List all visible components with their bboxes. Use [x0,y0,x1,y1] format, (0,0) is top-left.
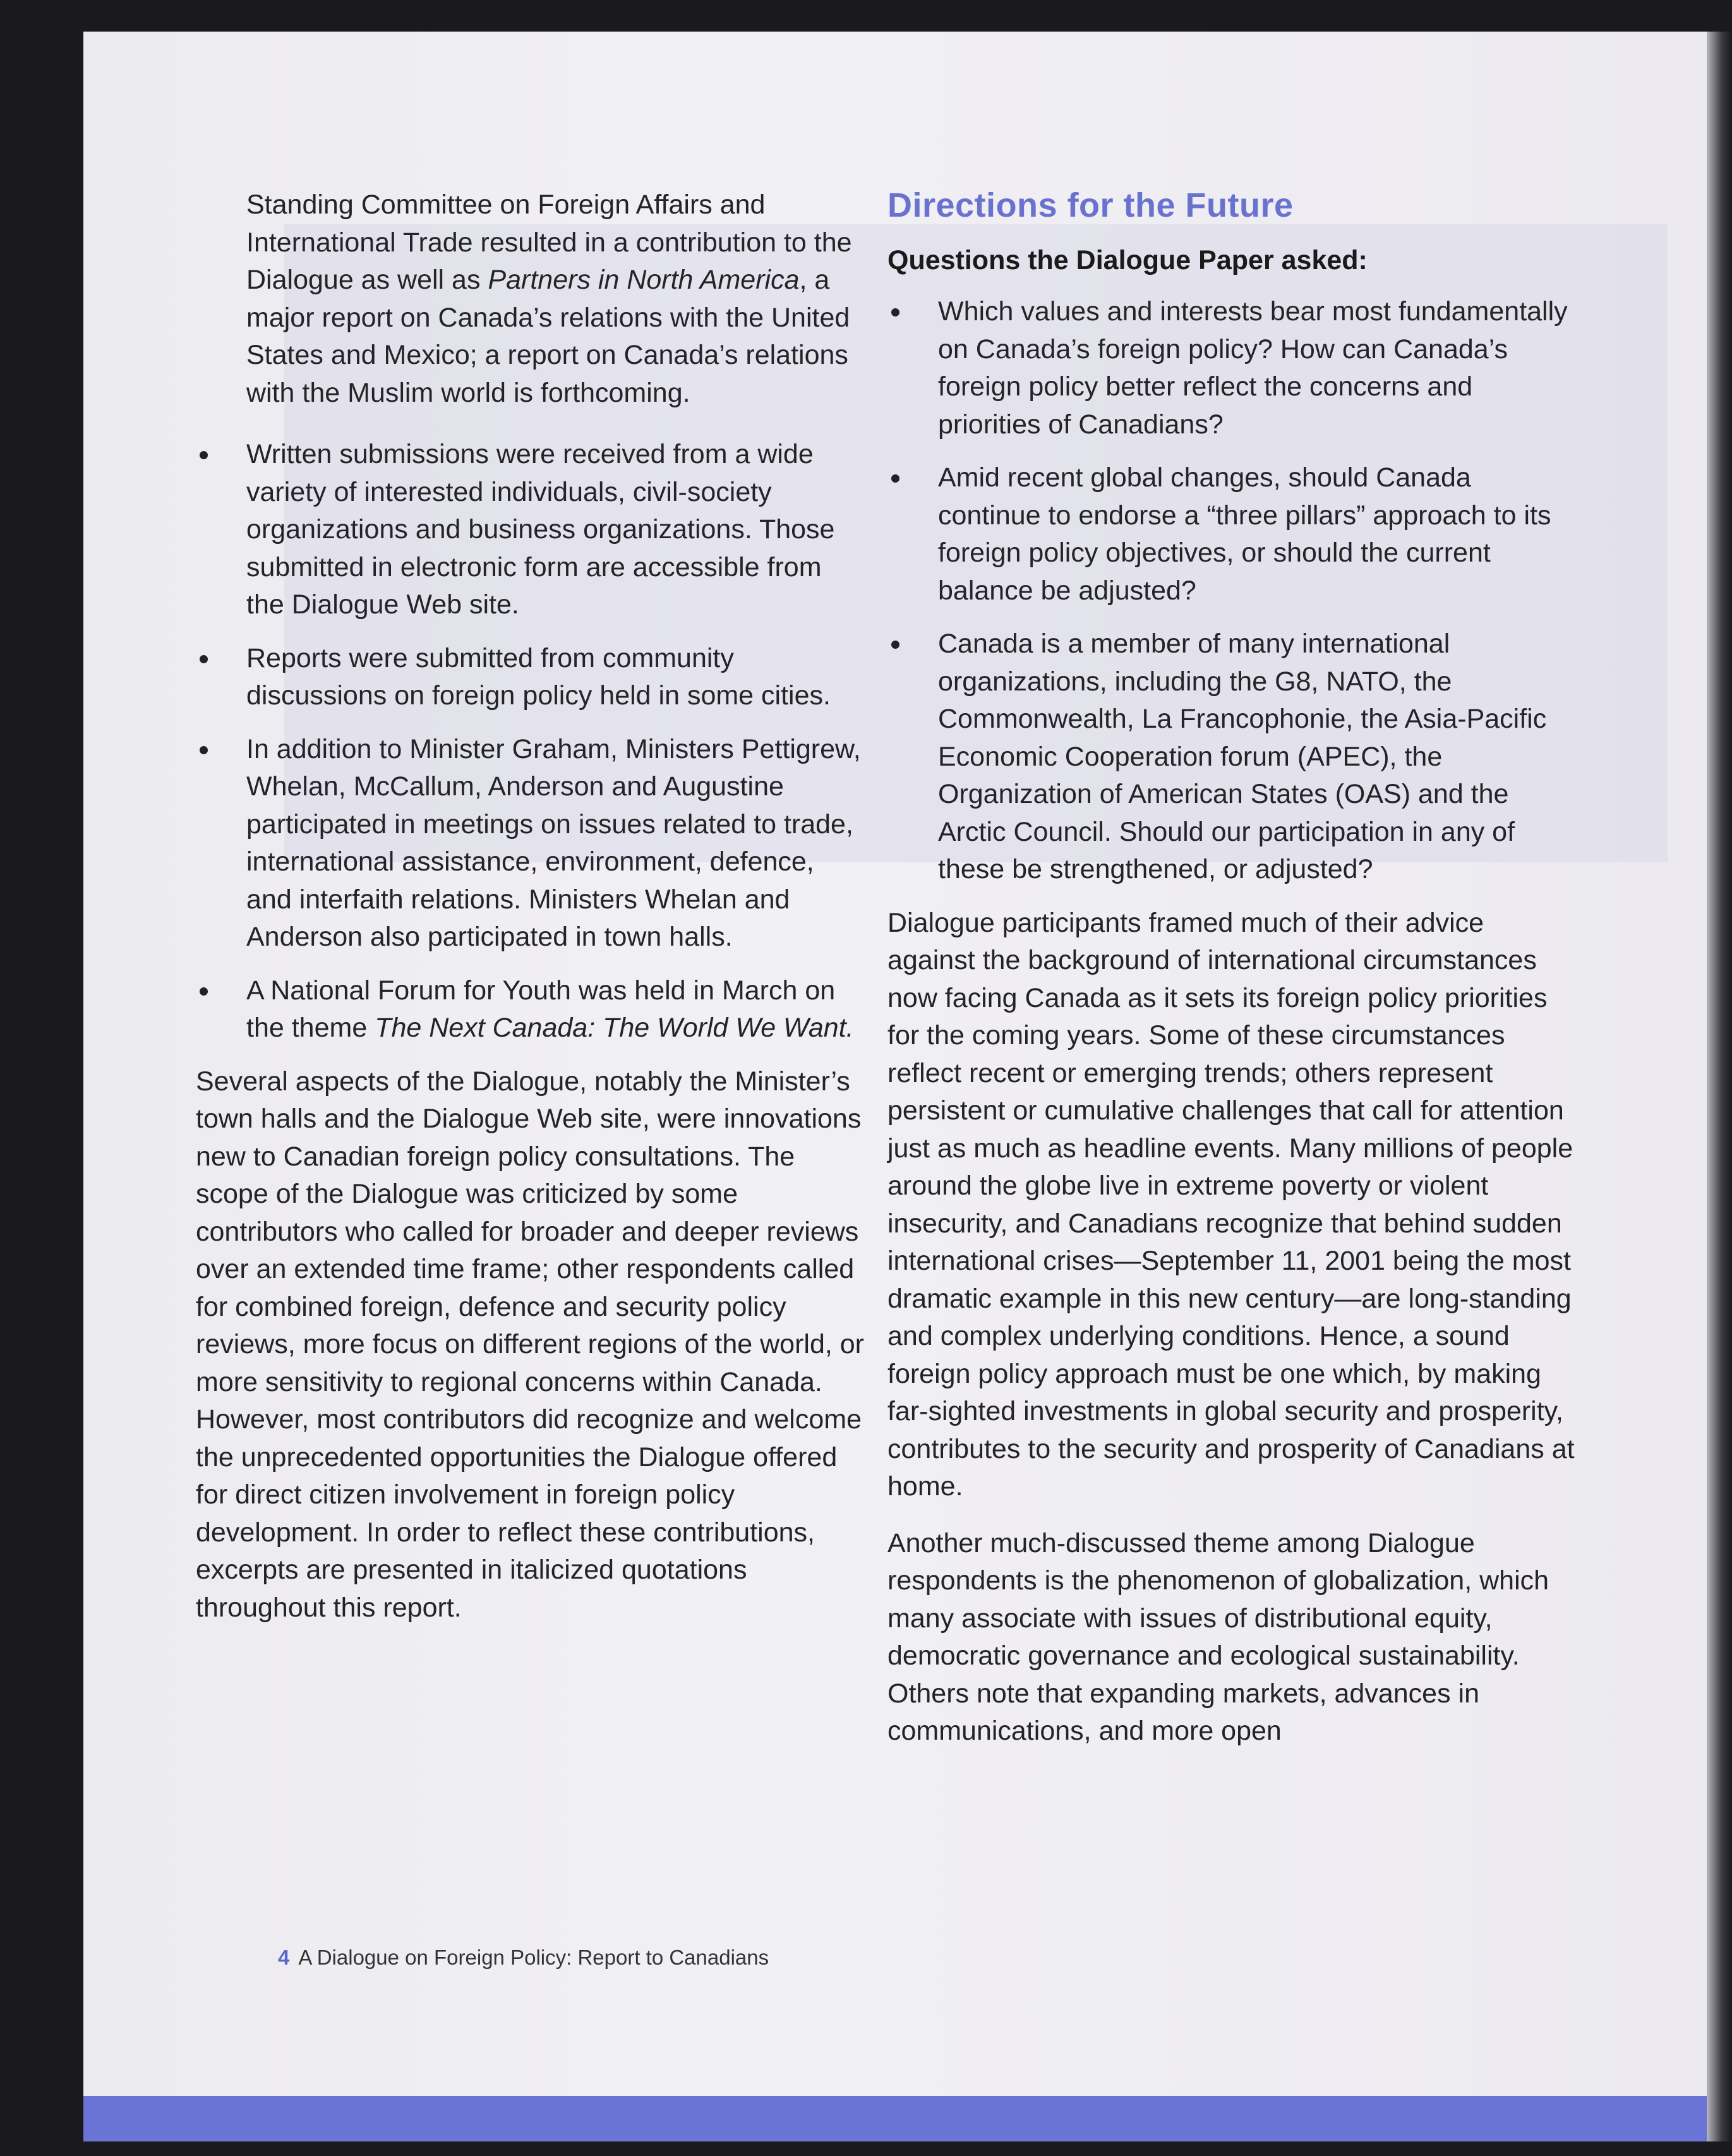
list-item: Which values and interests bear most fundamentally on Canada’s foreign policy? How can Canada’s foreign policy better reflect the concerns and priorities of Canadians? [887,293,1576,443]
bullet-icon [200,987,208,996]
page-footer [278,1946,769,1970]
list-item: Amid recent global changes, should Canada continue to endorse a “three pillars” approach to its foreign policy objectives, or should the current balance be adjusted? [887,459,1576,610]
list-item: In addition to Minister Graham, Ministers Pettigrew, Whelan, McCallum, Anderson and Augustine participated in meetings on issues related to trade, international assistance, environment, defence, and interfaith relations. Ministers Whelan and Anderson also participated in town halls. [196,731,865,956]
bullet-icon [200,451,208,459]
intro-text-2: , a major report on Canada’s relations with the United States and Mexico; a report on Canada’s relations with the Muslim world is forthcoming. [246,265,850,408]
bullet-icon [891,474,899,483]
intro-continuation [246,186,865,412]
list-item: Canada is a member of many international organizations, including the G8, NATO, the Commonwealth, La Francophonie, the Asia-Pacific Economic Cooperation forum (APEC), the Organization of American States (OAS) and the Arctic Council. Should our participation in any of these be strengthened, or adjusted? [887,625,1576,889]
bullet-icon [891,308,899,316]
left-column [196,186,865,1646]
page-number: 4 [278,1946,290,1969]
left-bullet-list [196,436,865,1047]
intro-text-1: Standing Committee on Foreign Affairs and International Trade resulted in a contribution to the Dialogue as well as [246,190,852,295]
footer-title: A Dialogue on Foreign Policy: Report to Canadians [298,1946,769,1969]
list-item: Written submissions were received from a wide variety of interested individuals, civil-society organizations and business organizations. Those submitted in electronic form are accessible from the Dialogue Web site. [196,436,865,624]
list-item: Reports were submitted from community discussions on foreign policy held in some cities. [196,640,865,715]
bullet-icon [200,655,208,663]
page-edge-shadow [1707,32,1732,2141]
sub-heading: Questions the Dialogue Paper asked: [887,245,1368,275]
section-heading: Directions for the Future [887,186,1294,224]
bullet-icon [200,746,208,754]
body-paragraph: Another much-discussed theme among Dialogue respondents is the phenomenon of globalization, which many associate with issues of distributional equity, democratic governance and ecological sustainability. Others note that expanding markets, advances in communications, and more open [887,1527,1549,1746]
bottom-color-band [83,2096,1707,2141]
list-item: A National Forum for Youth was held in March on the theme The Next Canada: The World We Want. [196,972,865,1047]
forum-theme-title: The Next Canada: The World We Want. [375,1013,854,1043]
right-column [887,183,1576,1769]
body-paragraph: Dialogue participants framed much of their advice against the background of international circumstances now facing Canada as it sets its foreign policy priorities for the coming years. Some of these circumstances reflect recent or emerging trends; others represent persistent or cumulative challenges that call for attention just as much as headline events. Many millions of people around the globe live in extreme poverty or violent insecurity, and Canadians recognize that behind sudden international crises—September 11, 2001 being the most dramatic example in this new century—are long-standing and complex underlying conditions. Hence, a sound foreign policy approach must be one which, by making far-sighted investments in global security and prosperity, contributes to the security and prosperity of Canadians at home. [887,907,1575,1502]
intro-italic-title: Partners in North America [488,265,800,295]
body-paragraph: Several aspects of the Dialogue, notably the Minister’s town halls and the Dialogue Web site, were innovations new to Canadian foreign policy consultations. The scope of the Dialogue was criticized by some contributors who called for broader and deeper reviews over an extended time frame; other respondents called for combined foreign, defence and security policy reviews, more focus on different regions of the world, or more sensitivity to regional concerns within Canada. However, most contributors did recognize and welcome the unprecedented opportunities the Dialogue offered for direct citizen involvement in foreign policy development. In order to reflect these contributions, excerpts are presented in italicized quotations throughout this report. [196,1066,864,1623]
questions-list [887,293,1576,889]
bullet-icon [891,641,899,649]
